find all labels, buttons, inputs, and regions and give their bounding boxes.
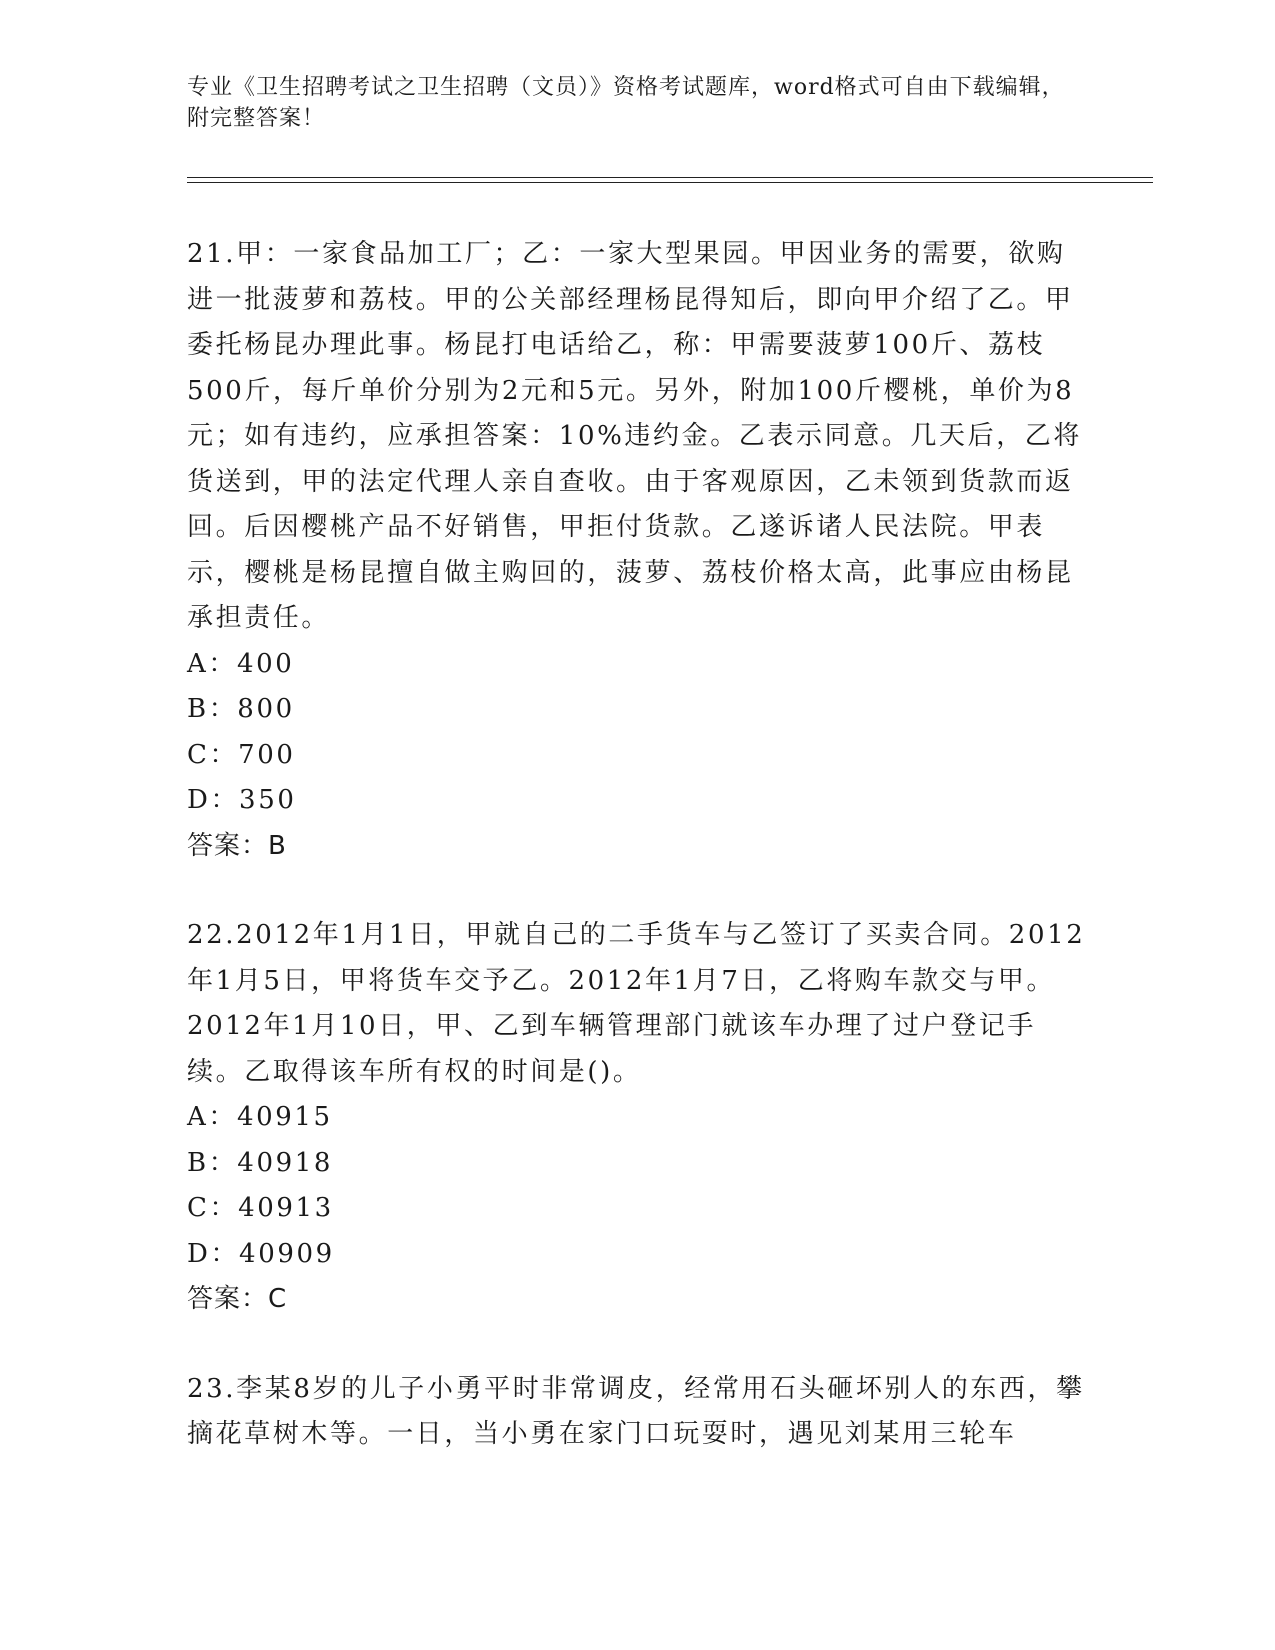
header-rule-bottom	[187, 182, 1153, 183]
question-list	[187, 232, 1092, 1458]
question-stem: 21.甲：一家食品加工厂；乙：一家大型果园。甲因业务的需要，欲购进一批菠萝和荔枝。甲的公关部经理杨昆得知后，即向甲介绍了乙。甲委托杨昆办理此事。杨昆打电话给乙，称：甲需要菠萝100斤、荔枝500斤，每斤单价分别为2元和5元。另外，附加100斤樱桃，单价为8元；如有违约，应承担答案：10%违约金。乙表示同意。几天后，乙将货送到，甲的法定代理人亲自查收。由于客观原因，乙未领到货款而返回。后因樱桃产品不好销售，甲拒付货款。乙遂诉诸人民法院。甲表示，樱桃是杨昆擅自做主购回的，菠萝、荔枝价格太高，此事应由杨昆承担责任。	[187, 239, 1082, 633]
option-d: D：350	[187, 785, 297, 815]
question-stem: 23.李某8岁的儿子小勇平时非常调皮，经常用石头砸坏别人的东西，攀摘花草树木等。一日，当小勇在家门口玩耍时，遇见刘某用三轮车	[187, 1373, 1085, 1449]
option-b: B：40918	[187, 1147, 334, 1178]
option-a: A：40915	[187, 1102, 333, 1132]
answer: 答案：B	[187, 830, 287, 861]
option-c: C：700	[187, 739, 296, 770]
question-spacer	[187, 1323, 1092, 1367]
answer: 答案：C	[187, 1284, 288, 1314]
option-b: B：800	[187, 694, 295, 724]
question-spacer	[187, 869, 1092, 913]
header-rule-top	[187, 177, 1153, 178]
document-header: 专业《卫生招聘考试之卫生招聘（文员）》资格考试题库，word格式可自由下载编辑，附完整答案！	[187, 75, 1065, 131]
question-stem: 22.2012年1月1日，甲就自己的二手货车与乙签订了买卖合同。2012年1月5日，甲将货车交予乙。2012年1月7日，乙将购车款交与甲。2012年1月10日，甲、乙到车辆管理部门就该车办理了过户登记手续。乙取得该车所有权的时间是()。	[187, 920, 1086, 1087]
option-c: C：40913	[187, 1193, 334, 1223]
option-a: A：400	[187, 648, 295, 679]
question-22	[187, 913, 1092, 1323]
question-21	[187, 232, 1092, 869]
question-23	[187, 1367, 1092, 1458]
option-d: D：40909	[187, 1238, 335, 1269]
